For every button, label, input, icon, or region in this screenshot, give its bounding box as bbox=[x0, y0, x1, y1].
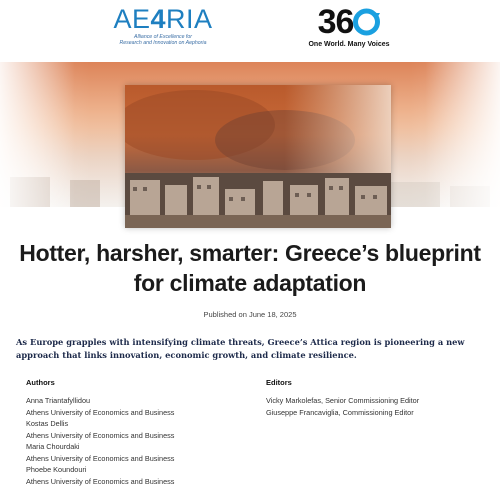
editors-heading: Editors bbox=[266, 378, 292, 387]
author-affiliation: Athens University of Economics and Business bbox=[26, 476, 175, 486]
author-name[interactable]: Anna Triantafyllidou bbox=[26, 396, 91, 405]
author-affiliation: Athens University of Economics and Business bbox=[26, 407, 175, 417]
hero-photo bbox=[125, 85, 391, 228]
aeria-tagline: Alliance of Excellence for Research and Innovation on Aephoria bbox=[119, 34, 207, 46]
author-affiliation: Athens University of Economics and Business bbox=[26, 430, 175, 440]
aeria-wordmark: AE4RIA bbox=[113, 4, 213, 34]
editor-entry: Vicky Markolefas, Senior Commissioning Editor bbox=[266, 396, 420, 405]
article-headline: Hotter, harsher, smarter: Greece’s blueprint for climate adaptation bbox=[19, 240, 481, 296]
site-360-wordmark: 36 bbox=[303, 4, 395, 40]
site-360-tagline: One World. Many Voices bbox=[308, 41, 390, 48]
publish-date: Published on June 18, 2025 bbox=[203, 310, 297, 319]
aeria-logo[interactable] bbox=[108, 6, 218, 56]
editor-entry: Giuseppe Francaviglia, Commissioning Editor bbox=[266, 407, 414, 417]
article-lede: As Europe grapples with intensifying climate threats, Greece’s Attica region is pioneering a new approach that links innovation, economic growth, and climate resilience. bbox=[16, 337, 465, 360]
author-name[interactable]: Kostas Dellis bbox=[26, 419, 69, 428]
author-name[interactable]: Maria Chourdaki bbox=[26, 442, 80, 451]
refresh-icon bbox=[353, 7, 380, 37]
authors-heading: Authors bbox=[26, 378, 55, 387]
site-360-logo[interactable] bbox=[303, 4, 395, 54]
author-affiliation: Athens University of Economics and Business bbox=[26, 453, 175, 463]
editors-list bbox=[266, 395, 419, 418]
authors-list bbox=[26, 395, 174, 487]
author-name[interactable]: Phoebe Koundouri bbox=[26, 465, 87, 474]
